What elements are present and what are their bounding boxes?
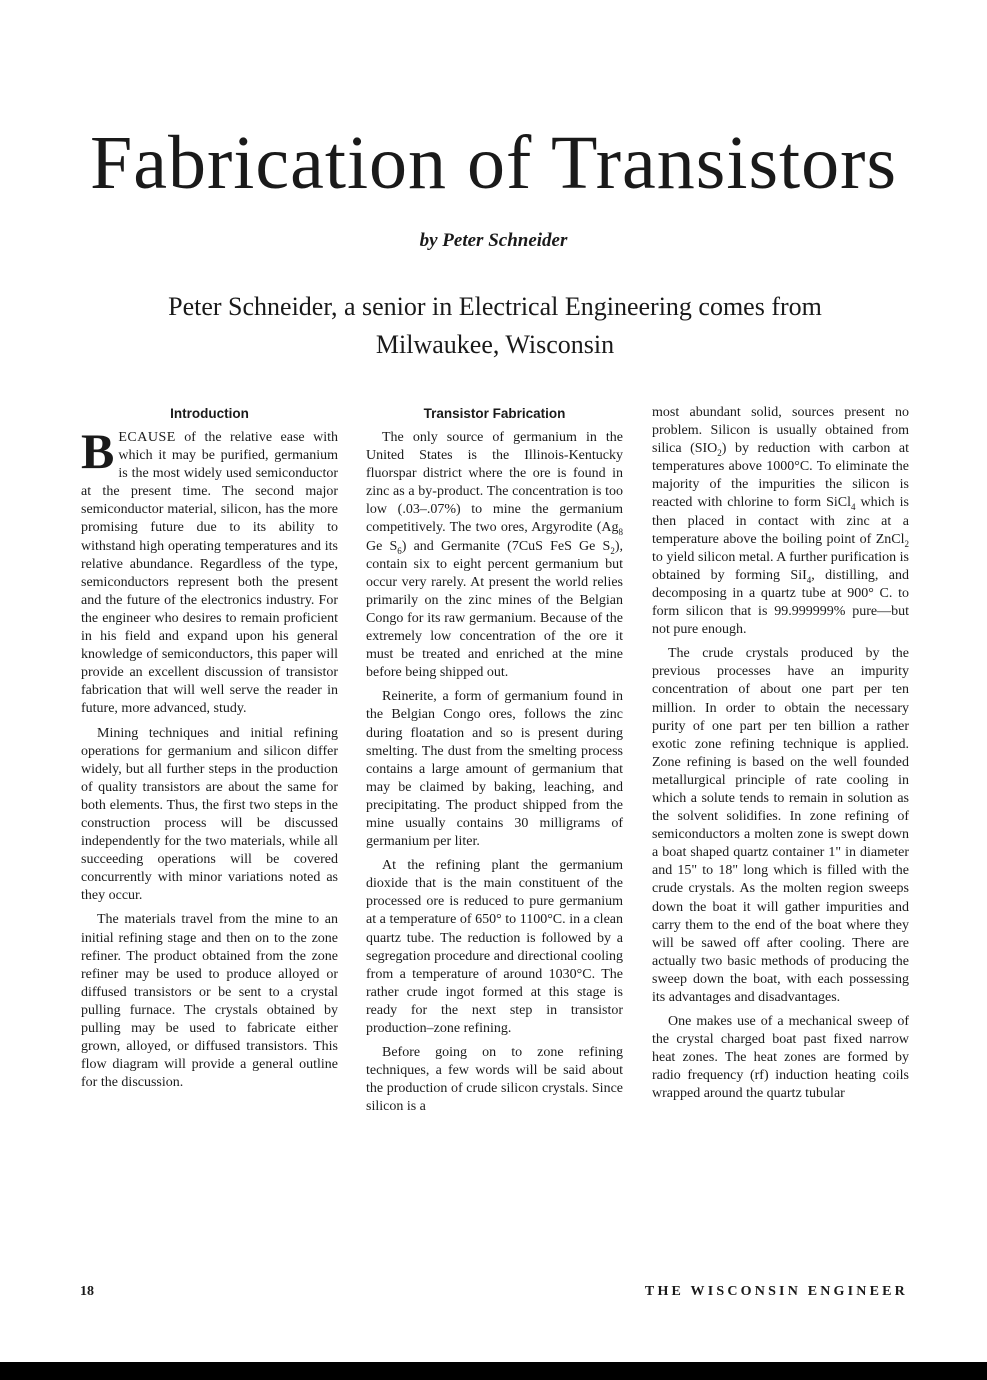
article-title: Fabrication of Transistors	[89, 121, 898, 205]
intro-paragraph-1	[81, 423, 338, 719]
journal-name: THE WISCONSIN ENGINEER	[644, 1284, 908, 1299]
col3-paragraph-3: One makes use of a mechanical sweep of the crystal charged boat past fixed narrow heat zones. The heat zones are formed by radio frequency (rf) induction heating coils wrapped around the quartz tubular	[652, 1014, 909, 1102]
fab-paragraph-1	[366, 429, 623, 682]
subscript: 2	[717, 447, 722, 458]
subscript: 4	[851, 502, 856, 513]
lead-caps: ECAUSE	[118, 430, 176, 445]
subscript: 6	[397, 545, 402, 556]
section-heading-fabrication: Transistor Fabrication	[423, 406, 566, 421]
intro-p1-text: of the relative ease with which it may be purified, germanium is the most widely used semiconductor at the present time. The second major semiconductor material, silicon, has the more promising future due to its ability to withstand high operating temperatures and its relative abundance. Regardless of the type, semiconductors represent both the present and the future of the electronics industry. For the engineer who desires to remain proficient in his field and expand upon his general knowledge of semiconductors, this paper will provide an excellent discussion of transistor fabrication that will well serve the reader in future, more advanced, study.	[81, 430, 338, 717]
drop-cap: B	[81, 423, 115, 479]
column-introduction	[81, 403, 338, 1098]
col3-p1-c: which is then placed in contact with zinc at a temperature above the boiling point of ZnCl	[652, 495, 909, 547]
fab-paragraph-2: Reinerite, a form of germanium found in the Belgian Congo ores, follows the zinc during floatation and so is present during smelting. The dust from the smelting process contains a large amount of germanium that may be claimed by baking, leaching, and precipitating. The product shipped from the mine usually contains 30 milligrams of germanium per liter.	[366, 689, 623, 850]
fab-p1-d: ), contain six to eight percent germanium but occur very rarely. At present the world relies primarily on the zinc mines of the Belgian Congo for its raw germanium. Because of the extremely low concentration of the ore it must be treated and enriched at the mine before being shipped out.	[366, 538, 623, 681]
col3-p1-a: most abundant solid, sources present no problem. Silicon is usually obtained from silica (SIO	[652, 405, 909, 457]
subscript: 2	[904, 538, 909, 549]
intro-paragraph-3: The materials travel from the mine to an initial refining stage and then on to the zone refiner. The product obtained from the zone refiner may be used to produce alloyed or diffused transistors or be sent to a crystal pulling furnace. The crystals obtained by pulling may be used to fabricate either grown, alloyed, or diffused transistors. This flow diagram will provide a general outline for the discussion.	[81, 912, 338, 1091]
column-transistor-fabrication	[366, 403, 623, 1122]
intro-paragraph-2: Mining techniques and initial refining operations for germanium and silicon differ widely, but all further steps in the production of quality transistors are about the same for both elements. Thus, the first two steps in the construction process will be discussed independently for the two materials, while all succeeding operations will be covered concurrently with minor variations noted as they occur.	[81, 725, 338, 904]
col3-p1-d: to yield silicon metal. A further purification is obtained by forming SiI	[652, 549, 909, 583]
section-heading-introduction: Introduction	[170, 406, 249, 421]
fab-paragraph-3: At the refining plant the germanium dioxide that is the main constituent of the processed ore is reduced to pure germanium at a temperature of 650° to 1100°C. in a clean quartz tube. The reduction is followed by a segregation procedure and directional cooling from a temperature of around 1030°C. The rather crude ingot formed at this stage is ready for the next step in transistor production–zone refining.	[366, 858, 623, 1036]
subscript: 8	[618, 527, 623, 538]
fab-p1-b: Ge S	[366, 538, 398, 554]
column-continued	[652, 404, 909, 1110]
author-note: Peter Schneider, a senior in Electrical Engineering comes from Milwaukee, Wisconsin	[168, 292, 822, 359]
fab-paragraph-4: Before going on to zone refining techniques, a few words will be said about the production of crude silicon crystals. Since silicon is a	[366, 1045, 623, 1115]
col3-p1-e: , distilling, and decomposing in a quartz tube at 900° C. to form silicon that is 99.999999% pure—but not pure enough.	[652, 567, 910, 638]
byline: by Peter Schneider	[419, 230, 568, 251]
fab-p1-a: The only source of germanium in the United States is the Illinois-Kentucky fluorspar district where the ore is found in zinc as a by-product. The concentration is too low (.03–.07%) to mine the germanium competitively. The two ores, Argyrodite (Ag	[366, 430, 623, 536]
subscript: 4	[806, 574, 812, 585]
subscript: 2	[610, 545, 615, 556]
col3-paragraph-1	[652, 404, 909, 639]
scan-edge	[0, 1362, 987, 1380]
col3-paragraph-2: The crude crystals produced by the previous processes have an impurity concentration of about one part per ten million. In order to obtain the necessary purity of one part per ten billion a rather exotic zone refining technique is applied. Zone refining is based on the well founded metallurgical principle of rate cooling in which a solute tends to remain in solution as the solvent solidifies. In zone refining of semiconductors a molten zone is swept down a boat shaped quartz container 1" in diameter and 15" to 18" long which is filled with the crude crystals. As the molten region sweeps down the boat it will gather impurities and carry them to the end of the boat where they will be sawed off after cooling. There are actually two basic methods of producing the sweep down the boat, with each possessing its advantages and disadvantages.	[652, 646, 909, 1005]
page-number: 18	[80, 1284, 94, 1299]
fab-p1-c: ) and Germanite (7CuS FeS Ge S	[401, 538, 611, 554]
col3-p1-b: ) by reduction with carbon at temperatures above 1000°C. To eliminate the majority of the impurities the silicon is reacted with chlorine to form SiCl	[652, 441, 910, 511]
